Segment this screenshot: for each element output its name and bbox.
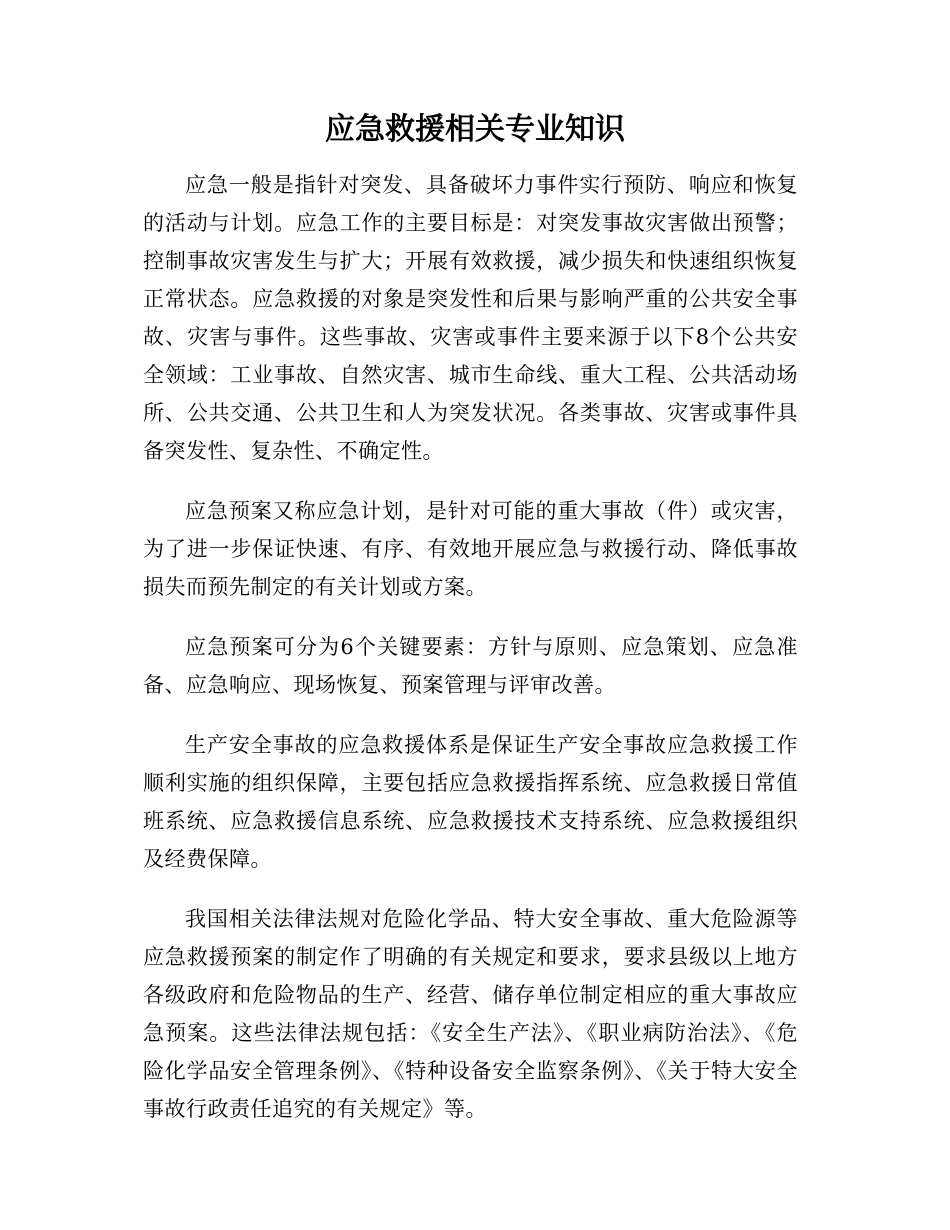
document-title: 应急救援相关专业知识 (325, 112, 625, 147)
document-body (143, 166, 798, 1150)
paragraph-rescue-system: 生产安全事故的应急救援体系是保证生产安全事故应急救援工作顺利实施的组织保障，主要包括应急救援指挥系统、应急救援日常值班系统、应急救援信息系统、应急救援技术支持系统、应急救援组织及经费保障。 (143, 733, 798, 871)
paragraph-laws-regulations: 我国相关法律法规对危险化学品、特大安全事故、重大危险源等应急救援预案的制定作了明确的有关规定和要求，要求县级以上地方各级政府和危险物品的生产、经营、储存单位制定相应的重大事故应急预案。这些法律法规包括：《安全生产法》、《职业病防治法》、《危险化学品安全管理条例》、《特种设备安全监察条例》、《关于特大安全事故行政责任追究的有关规定》等。 (143, 907, 798, 1121)
paragraph-emergency-plan: 应急预案又称应急计划，是针对可能的重大事故（件）或灾害，为了进一步保证快速、有序、有效地开展应急与救援行动、降低事故损失而预先制定的有关计划或方案。 (143, 499, 798, 599)
paragraph-plan-elements: 应急预案可分为6个关键要素：方针与原则、应急策划、应急准备、应急响应、现场恢复、预案管理与评审改善。 (143, 635, 798, 697)
paragraph-emergency-definition: 应急一般是指针对突发、具备破坏力事件实行预防、响应和恢复的活动与计划。应急工作的主要目标是：对突发事故灾害做出预警；控制事故灾害发生与扩大；开展有效救援，减少损失和快速组织恢复正常状态。应急救援的对象是突发性和后果与影响严重的公共安全事故、灾害与事件。这些事故、灾害或事件主要来源于以下8个公共安全领域：工业事故、自然灾害、城市生命线、重大工程、公共活动场所、公共交通、公共卫生和人为突发状况。各类事故、灾害或事件具备突发性、复杂性、不确定性。 (143, 173, 798, 463)
